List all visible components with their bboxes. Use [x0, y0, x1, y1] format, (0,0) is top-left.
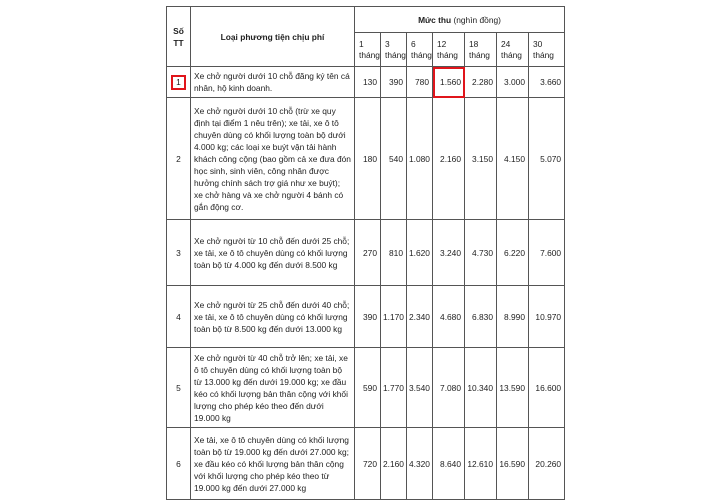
table-row: [167, 428, 565, 500]
fee-cell: 4.320: [407, 428, 433, 500]
row-description: Xe chở người dưới 10 chỗ (trừ xe quy định tại điểm 1 nêu trên); xe tải, xe ô tô chuyên dùng có khối lượng toàn bộ dưới 4.000 kg; các loại xe buýt vận tải hành khách công cộng (bao gồm cả xe đưa đón học sinh, sinh viên, công nhân được hưởng chính sách trợ giá như xe buýt); xe chở hàng và xe chở người 4 bánh có gắn động cơ.: [191, 98, 355, 220]
row-stt: 3: [167, 220, 191, 286]
fee-cell: 1.080: [407, 98, 433, 220]
header-month: 30 tháng: [529, 33, 565, 67]
fee-cell: 10.340: [465, 348, 497, 428]
fee-cell: 390: [355, 286, 381, 348]
row-description: Xe chở người dưới 10 chỗ đăng ký tên cá nhân, hộ kinh doanh.: [191, 67, 355, 98]
fee-cell: 1.170: [381, 286, 407, 348]
fee-cell: 3.150: [465, 98, 497, 220]
fee-cell: 16.590: [497, 428, 529, 500]
fee-table-page: [166, 6, 564, 493]
header-vehicle-type: Loại phương tiện chịu phí: [191, 7, 355, 67]
header-month: 3 tháng: [381, 33, 407, 67]
row-stt: [167, 67, 191, 98]
fee-cell: 4.680: [433, 286, 465, 348]
fee-cell: 7.600: [529, 220, 565, 286]
fee-cell: 720: [355, 428, 381, 500]
table-row: [167, 348, 565, 428]
fee-cell: 2.160: [381, 428, 407, 500]
fee-cell: 130: [355, 67, 381, 98]
fee-cell: 2.280: [465, 67, 497, 98]
row-description: Xe chở người từ 25 chỗ đến dưới 40 chỗ; xe tải, xe ô tô chuyên dùng có khối lượng toàn bộ từ 8.500 kg đến dưới 13.000 kg: [191, 286, 355, 348]
header-month: 18 tháng: [465, 33, 497, 67]
row-stt: 2: [167, 98, 191, 220]
fee-cell: 180: [355, 98, 381, 220]
fee-cell: 2.160: [433, 98, 465, 220]
fee-table: [166, 6, 565, 500]
fee-cell: 390: [381, 67, 407, 98]
fee-cell: 1.620: [407, 220, 433, 286]
fee-cell: 20.260: [529, 428, 565, 500]
fee-cell: 3.660: [529, 67, 565, 98]
fee-cell: 3.540: [407, 348, 433, 428]
fee-cell-highlighted: 1.560: [433, 67, 465, 98]
header-fee-label: Mức thu: [418, 14, 452, 25]
row-stt-highlight: 1: [171, 75, 186, 90]
header-fee-unit: (nghìn đồng): [453, 14, 501, 25]
table-row: [167, 98, 565, 220]
fee-cell: 8.640: [433, 428, 465, 500]
fee-cell: 780: [407, 67, 433, 98]
fee-cell: 10.970: [529, 286, 565, 348]
header-month: 6 tháng: [407, 33, 433, 67]
table-row: [167, 286, 565, 348]
fee-cell: 12.610: [465, 428, 497, 500]
fee-cell: 8.990: [497, 286, 529, 348]
fee-cell: 4.730: [465, 220, 497, 286]
fee-cell: 270: [355, 220, 381, 286]
row-description: Xe chở người từ 10 chỗ đến dưới 25 chỗ; xe tải, xe ô tô chuyên dùng có khối lượng toàn bộ từ 4.000 kg đến dưới 8.500 kg: [191, 220, 355, 286]
row-stt: 5: [167, 348, 191, 428]
table-row: [167, 220, 565, 286]
row-description: Xe tải, xe ô tô chuyên dùng có khối lượng toàn bộ từ 19.000 kg đến dưới 27.000 kg; xe đầu kéo có khối lượng bản thân cộng với khối lượng cho phép kéo theo từ 19.000 kg đến dưới 27.000 kg: [191, 428, 355, 500]
fee-cell: 5.070: [529, 98, 565, 220]
fee-cell: 590: [355, 348, 381, 428]
fee-cell: 3.240: [433, 220, 465, 286]
row-stt: 4: [167, 286, 191, 348]
fee-cell: 13.590: [497, 348, 529, 428]
header-fee-group: [355, 7, 565, 33]
header-month: 24 tháng: [497, 33, 529, 67]
fee-cell: 1.770: [381, 348, 407, 428]
fee-cell: 16.600: [529, 348, 565, 428]
header-month: 1 tháng: [355, 33, 381, 67]
header-stt: Số TT: [167, 7, 191, 67]
table-row: [167, 67, 565, 98]
header-month: 12 tháng: [433, 33, 465, 67]
fee-cell: 6.220: [497, 220, 529, 286]
fee-cell: 7.080: [433, 348, 465, 428]
fee-cell: 3.000: [497, 67, 529, 98]
fee-cell: 540: [381, 98, 407, 220]
fee-cell: 2.340: [407, 286, 433, 348]
fee-cell: 810: [381, 220, 407, 286]
fee-cell: 6.830: [465, 286, 497, 348]
fee-cell: 4.150: [497, 98, 529, 220]
row-description: Xe chở người từ 40 chỗ trở lên; xe tải, xe ô tô chuyên dùng có khối lượng toàn bộ từ 13.000 kg đến dưới 19.000 kg; xe đầu kéo có khối lượng bản thân cộng với khối lượng cho phép kéo theo đến dưới 19.000 kg: [191, 348, 355, 428]
row-stt: 6: [167, 428, 191, 500]
